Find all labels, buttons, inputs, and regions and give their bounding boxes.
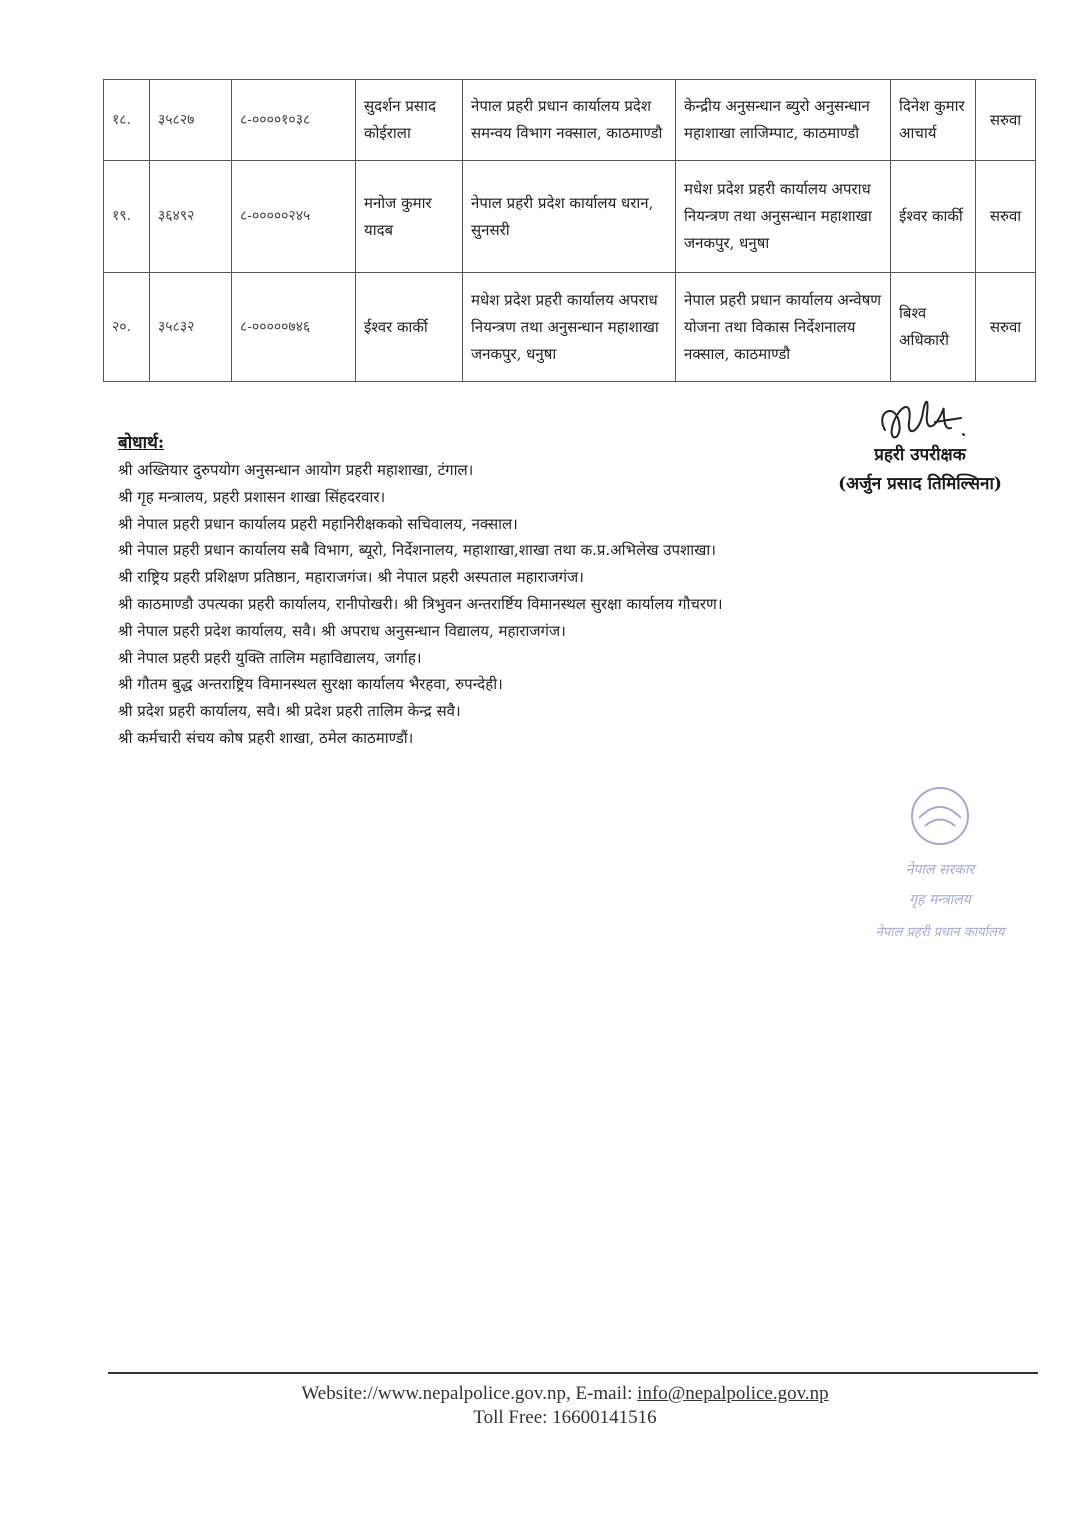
employee-id-cell: ८-००००१०३८ [232,80,356,161]
footer-contact [100,1382,1030,1406]
copy-to-item: श्री नेपाल प्रहरी प्रधान कार्यालय सबै विभाग, ब्यूरो, निर्देशनालय, महाशाखा,शाखा तथा क.प्र.अभिलेख उपशाखा। [118,541,716,560]
copy-to-item: श्री राष्ट्रिय प्रहरी प्रशिक्षण प्रतिष्ठान, महाराजगंज। श्री नेपाल प्रहरी अस्पताल महाराजगंज। [118,568,584,587]
copy-to-list [118,457,798,752]
stamp-line: गृह मन्त्रालय [909,892,971,908]
replacement-cell: ईश्वर कार्की [891,161,976,273]
table-row [104,161,1036,273]
signature-block [800,392,1040,494]
copy-to-section [118,430,798,752]
copy-to-item: श्री अख्तियार दुरुपयोग अनुसन्धान आयोग प्रहरी महाशाखा, टंगाल। [118,461,474,479]
copy-to-item: श्री प्रदेश प्रहरी कार्यालय, सवै। श्री प्रदेश प्रहरी तालिम केन्द्र सवै। [118,702,461,721]
copy-to-item: श्री काठमाण्डौ उपत्यका प्रहरी कार्यालय, रानीपोखरी। श्री त्रिभुवन अन्तरार्ष्टिय विमानस्थल सुरक्षा कार्यालय गौचरण। [118,594,723,613]
replacement-cell: बिश्व अधिकारी [891,273,976,382]
new-office-cell: केन्द्रीय अनुसन्धान ब्युरो अनुसन्धान महाशाखा लाजिम्पाट, काठमाण्डौ [676,80,891,161]
new-office-cell: मधेश प्रदेश प्रहरी कार्यालय अपराध नियन्त्रण तथा अनुसन्धान महाशाखा जनकपुर, धनुषा [676,161,891,273]
employee-id-cell: ८-०००००७४६ [232,273,356,382]
copy-to-item: श्री नेपाल प्रहरी प्रहरी युक्ति तालिम महाविद्यालय, जर्गाह। [118,648,422,667]
current-office-cell: मधेश प्रदेश प्रहरी कार्यालय अपराध नियन्त्रण तथा अनुसन्धान महाशाखा जनकपुर, धनुषा [463,273,676,382]
signatory-name: (अर्जुन प्रसाद तिमिल्सिना) [838,474,1002,494]
table-row [104,80,1036,161]
remark-cell: सरुवा [976,273,1036,382]
copy-to-item: श्री नेपाल प्रहरी प्रदेश कार्यालय, सवै। श्री अपराध अनुसन्धान विद्यालय, महाराजगंज। [118,621,566,640]
signatory-title: प्रहरी उपरीक्षक [874,445,966,465]
employee-id-cell: ८-०००००२४५ [232,161,356,273]
officer-name-cell: सुदर्शन प्रसाद कोईराला [356,80,463,161]
copy-to-item: श्री नेपाल प्रहरी प्रधान कार्यालय प्रहरी महानिरीक्षकको सचिवालय, नक्साल। [118,514,518,533]
remark-cell: सरुवा [976,161,1036,273]
footer-website: Website://www.nepalpolice.gov.np, E-mail: [301,1383,638,1404]
police-number-cell: ३५८३२ [150,273,232,382]
footer-email-link[interactable]: info@nepalpolice.gov.np [637,1383,829,1404]
stamp-line: नेपाल प्रहरी प्रधान कार्यालय [875,925,1005,940]
stamp-line: नेपाल सरकार [905,862,975,878]
copy-to-heading: बोधार्थ: [118,433,165,453]
police-number-cell: ३६४९२ [150,161,232,273]
current-office-cell: नेपाल प्रहरी प्रदेश कार्यालय धरान, सुनसरी [463,161,676,273]
copy-to-item: श्री गृह मन्त्रालय, प्रहरी प्रशासन शाखा सिंहदरवार। [118,487,386,506]
officer-name-cell: ईश्वर कार्की [356,273,463,382]
serial-number-cell: २०. [104,273,150,382]
footer-toll-free: Toll Free: 16600141516 [473,1407,657,1428]
current-office-cell: नेपाल प्रहरी प्रधान कार्यालय प्रदेश समन्वय विभाग नक्साल, काठमाण्डौ [463,80,676,161]
table-row [104,273,1036,382]
copy-to-item: श्री गौतम बुद्ध अन्तराष्ट्रिय विमानस्थल सुरक्षा कार्यालय भैरहवा, रुपन्देही। [118,675,503,694]
footer-divider [108,1372,1038,1374]
new-office-cell: नेपाल प्रहरी प्रधान कार्यालय अन्वेषण योजना तथा विकास निर्देशनालय नक्साल, काठमाण्डौ [676,273,891,382]
serial-number-cell: १९. [104,161,150,273]
police-number-cell: ३५८२७ [150,80,232,161]
serial-number-cell: १८. [104,80,150,161]
copy-to-item: श्री कर्मचारी संचय कोष प्रहरी शाखा, ठमेल काठमाण्डौं। [118,728,414,747]
transfer-table [103,79,1036,382]
replacement-cell: दिनेश कुमार आचार्य [891,80,976,161]
remark-cell: सरुवा [976,80,1036,161]
officer-name-cell: मनोज कुमार यादब [356,161,463,273]
footer [100,1382,1030,1430]
office-seal-stamp [840,780,1040,960]
